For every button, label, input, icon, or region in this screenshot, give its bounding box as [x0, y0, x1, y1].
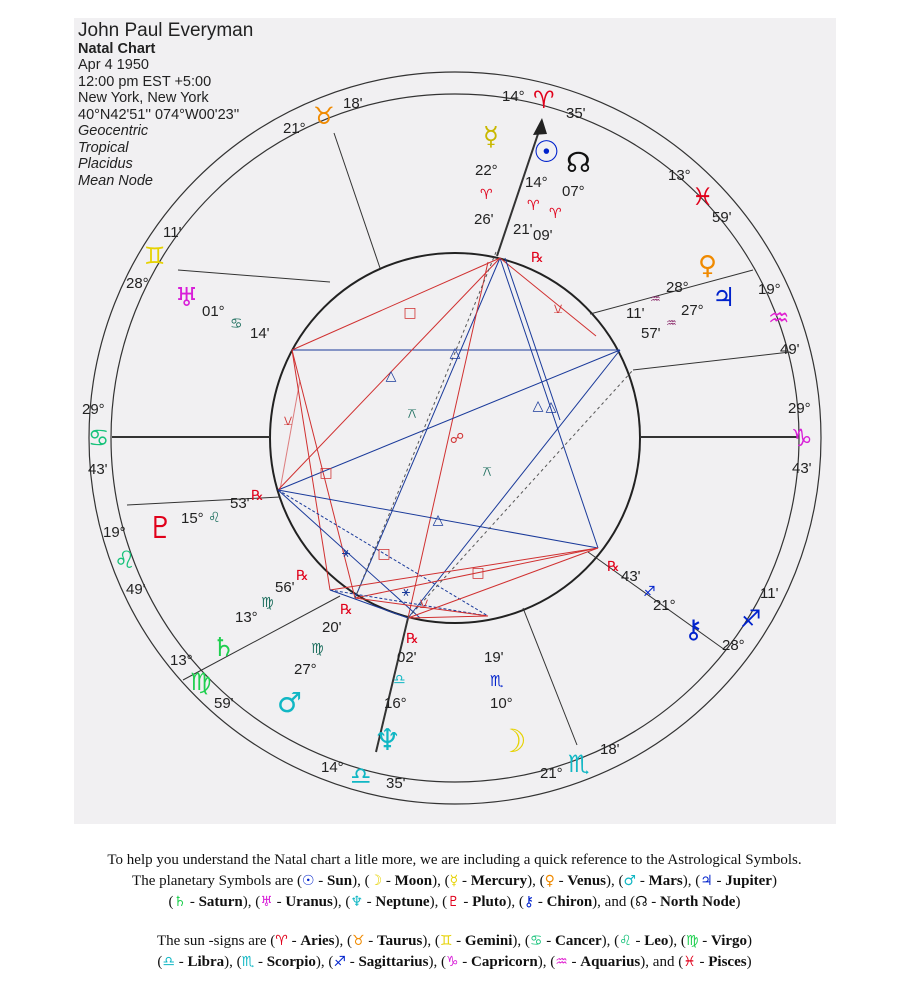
pluto-sign: ♌	[208, 510, 221, 526]
legend-item-pluto: (♇ - Pluto)	[442, 894, 512, 910]
cusp-min: 28°	[722, 637, 745, 654]
chiron-deg: 21°	[653, 597, 676, 614]
uranus-deg: 01°	[202, 303, 225, 320]
legend-item-gemini: (♊ - Gemini)	[434, 933, 518, 949]
sun-deg: 14°	[525, 174, 548, 191]
uranus-icon: ♅	[260, 894, 273, 910]
moon-deg: 10°	[490, 695, 513, 712]
cancer-icon: ♋	[529, 933, 543, 949]
setting-zodiac-view: Geocentric	[78, 123, 149, 139]
legend-item-sun: (☉ - Sun)	[296, 873, 358, 889]
legend-item-moon: (☽ - Moon)	[364, 873, 438, 889]
mercury-min: 26'	[474, 211, 494, 228]
aspect-quincunx-glyph: ⚻	[482, 464, 492, 480]
north-node-sign: ♈	[549, 206, 562, 222]
retrograde-icon: ℞	[296, 568, 309, 584]
chart-info	[78, 20, 253, 189]
legend-item-virgo: (♍ - Virgo)	[680, 933, 753, 949]
cusp-deg: 11'	[760, 585, 779, 602]
saturn-icon: ♄	[212, 633, 236, 663]
venus-icon: ♀	[698, 251, 718, 281]
neptune-min: 02'	[397, 649, 417, 666]
retrograde-icon: ℞	[251, 488, 264, 504]
aspect-semisextile-glyph: ⚺	[553, 301, 563, 317]
legend-item-aquarius: (♒ - Aquarius)	[550, 954, 646, 970]
aspect-semisextile-glyph: ⚺	[419, 596, 429, 612]
cusp-sign-icon: ♏	[568, 750, 590, 778]
aspect-trine-glyph: △	[545, 399, 557, 415]
neptune-sign: ♎	[393, 672, 406, 688]
setting-zodiac: Tropical	[78, 139, 129, 156]
symbol-legend	[0, 850, 909, 973]
cusp-line	[633, 352, 790, 370]
cusp-sign-icon: ♍	[190, 668, 212, 696]
birth-time: 12:00 pm EST +5:00	[78, 73, 212, 90]
neptune-icon: ♆	[374, 723, 401, 758]
cusp-deg: 21°	[283, 120, 306, 137]
cusp-deg: 13°	[668, 167, 691, 184]
legend-item-chiron: (⚷ - Chiron)	[518, 894, 598, 910]
cusp-sign-icon: ♒	[768, 304, 790, 332]
mc-arrow	[533, 118, 547, 135]
aspect-line	[355, 252, 496, 598]
aspect-line	[408, 370, 633, 618]
taurus-icon: ♉	[351, 933, 365, 949]
cusp-deg: 29°	[788, 400, 811, 417]
jupiter-min: 57'	[641, 325, 661, 342]
cusp-deg: 11'	[163, 224, 182, 241]
cusp-min: 43'	[88, 461, 108, 478]
gemini-icon: ♊	[439, 933, 453, 949]
aspect-trine-glyph: △	[385, 368, 397, 384]
uranus-min: 14'	[250, 325, 270, 342]
aspect-sextile-glyph: ⚹	[401, 584, 411, 600]
jupiter-icon: ♃	[712, 283, 736, 313]
aspect-line	[280, 380, 300, 490]
north-node-min: 09'	[533, 227, 553, 244]
legend-item-mercury: (☿ - Mercury)	[444, 873, 533, 889]
sagittarius-icon: ♐	[333, 954, 346, 970]
legend-signs-line2: (♎ - Libra), (♏ - Scorpio), (♐ - Sagittarius), (♑ - Capricorn), (♒ - Aquarius), and (♓ - Pisces)	[157, 954, 752, 970]
retrograde-icon: ℞	[406, 631, 419, 647]
aquarius-icon: ♒	[555, 954, 568, 970]
capricorn-icon: ♑	[445, 954, 459, 970]
mars-min: 20'	[322, 619, 342, 636]
retrograde-icon: ℞	[607, 559, 620, 575]
aspect-line	[408, 350, 620, 618]
cusp-sign-icon: ♎	[350, 762, 372, 790]
retrograde-icon: ℞	[340, 602, 353, 618]
chart-type: Natal Chart	[78, 41, 156, 57]
mercury-icon: ☿	[449, 873, 459, 889]
legend-intro: To help you understand the Natal chart a litle more, we are including a quick reference to the Astrological Symbols.	[107, 852, 802, 868]
birth-date: Apr 4 1950	[78, 57, 149, 73]
cusp-min: 35'	[566, 105, 586, 122]
venus-deg: 28°	[666, 279, 689, 296]
legend-item-libra: (♎ - Libra)	[157, 954, 230, 970]
pisces-icon: ♓	[683, 954, 696, 970]
cusp-deg: 21°	[540, 765, 563, 782]
moon-sign: ♏	[490, 672, 504, 690]
legend-item-leo: (♌ - Leo)	[614, 933, 674, 949]
legend-item-saturn: (♄ - Saturn)	[168, 894, 248, 910]
north-node-icon: ☊	[635, 894, 648, 910]
north-node-deg: 07°	[562, 183, 585, 200]
legend-signs-line1: The sun -signs are (♈ - Aries), (♉ - Taurus), (♊ - Gemini), (♋ - Cancer), (♌ - Leo), (♍ - Virgo)	[156, 933, 753, 949]
cusp-deg: 14°	[502, 88, 525, 105]
cusp-line	[178, 270, 330, 282]
chiron-min: 43'	[621, 568, 641, 585]
cusp-min: 59'	[712, 209, 732, 226]
cusp-min: 59'	[214, 695, 234, 712]
pluto-icon: ♇	[447, 894, 460, 910]
cusp-deg: 14°	[321, 759, 344, 776]
aspect-square-glyph: □	[471, 565, 485, 581]
aspect-line	[330, 548, 598, 590]
cusp-min: 18'	[343, 95, 363, 112]
person-name: John Paul Everyman	[78, 20, 254, 41]
venus-icon: ♀	[544, 873, 555, 889]
sun-icon: ☉	[533, 135, 560, 170]
sun-sign: ♈	[527, 198, 540, 214]
aspect-line	[408, 616, 488, 618]
cusp-sign-icon: ♉	[313, 102, 335, 130]
legend-item-taurus: (♉ - Taurus)	[346, 933, 428, 949]
mars-icon: ♂	[623, 873, 637, 889]
cusp-sign-icon: ♓	[692, 183, 714, 211]
mars-deg: 27°	[294, 661, 317, 678]
pluto-deg: 15°	[181, 510, 204, 527]
cusp-deg: 29°	[82, 401, 105, 418]
cusp-sign-icon: ♈	[533, 86, 555, 114]
aspect-line	[505, 258, 563, 420]
legend-planets-line1: The planetary Symbols are (☉ - Sun), (☽ - Moon), (☿ - Mercury), (♀ - Venus), (♂ - Mars), (♃ - Jupiter)	[132, 873, 777, 889]
setting-house-system: Placidus	[78, 156, 133, 172]
saturn-sign: ♍	[261, 595, 274, 611]
jupiter-deg: 27°	[681, 302, 704, 319]
legend-item-uranus: (♅ - Uranus)	[255, 894, 338, 910]
cusp-deg: 13°	[170, 652, 193, 669]
cusp-deg: 19°	[103, 524, 126, 541]
cusp-min: 49'	[126, 581, 146, 598]
chiron-icon: ⚷	[523, 894, 535, 910]
saturn-min: 56'	[275, 579, 295, 596]
cusp-line	[334, 133, 380, 268]
chiron-sign: ♐	[643, 584, 656, 600]
jupiter-icon: ♃	[700, 873, 713, 889]
cusp-sign-icon: ♐	[740, 605, 762, 633]
cusp-sign-icon: ♊	[144, 242, 166, 270]
moon-icon: ☽	[369, 873, 383, 889]
aspect-opposition-glyph: ☍	[449, 431, 465, 447]
moon-min: 19'	[484, 649, 504, 666]
mars-icon: ♂	[277, 686, 303, 719]
legend-item-aries: (♈ - Aries)	[270, 933, 340, 949]
legend-item-neptune: (♆ - Neptune)	[345, 894, 435, 910]
aries-icon: ♈	[275, 933, 288, 949]
legend-item-jupiter: (♃ - Jupiter)	[695, 873, 777, 889]
leo-icon: ♌	[619, 933, 632, 949]
aspect-square-glyph: □	[377, 546, 391, 562]
jupiter-sign: ♒	[666, 316, 677, 330]
aspect-square-glyph: □	[403, 305, 417, 321]
cusp-min: 18'	[600, 741, 620, 758]
legend-item-north-node: (☊ - North Node)	[630, 894, 741, 910]
saturn-deg: 13°	[235, 609, 258, 626]
scorpio-icon: ♏	[241, 954, 255, 970]
cusp-min: 49'	[780, 341, 800, 358]
uranus-icon: ♅	[175, 283, 199, 313]
legend-item-cancer: (♋ - Cancer)	[524, 933, 607, 949]
chiron-icon: ⚷	[684, 615, 704, 645]
mercury-deg: 22°	[475, 162, 498, 179]
aspect-trine-glyph: △	[432, 512, 444, 528]
legend-item-mars: (♂ - Mars)	[618, 873, 688, 889]
legend-planets-line2: (♄ - Saturn), (♅ - Uranus), (♆ - Neptune), (♇ - Pluto), (⚷ - Chiron), and (☊ - North Node)	[168, 894, 741, 910]
legend-item-pisces: (♓ - Pisces)	[678, 954, 752, 970]
aspect-semisextile-glyph: ⚺	[283, 413, 293, 429]
cusp-sign-icon: ♑	[791, 424, 813, 452]
neptune-deg: 16°	[384, 695, 407, 712]
virgo-icon: ♍	[685, 933, 699, 949]
birth-coords: 40°N42'51'' 074°W00'23''	[78, 106, 240, 123]
cusp-min: 28°	[126, 275, 149, 292]
setting-node: Mean Node	[78, 172, 153, 189]
cusp-min: 43'	[792, 460, 812, 477]
moon-icon: ☽	[498, 722, 527, 760]
venus-sign: ♒	[650, 292, 661, 306]
cusp-sign-icon: ♌	[114, 546, 136, 574]
mercury-icon: ☿	[483, 122, 499, 152]
saturn-icon: ♄	[173, 894, 187, 910]
sun-icon: ☉	[301, 873, 315, 889]
birth-place: New York, New York	[78, 90, 209, 106]
cusp-deg: 19°	[758, 281, 781, 298]
aspect-trine-glyph: △	[532, 398, 544, 414]
retrograde-icon: ℞	[531, 250, 544, 266]
legend-item-sagittarius: (♐ - Sagittarius)	[328, 954, 434, 970]
libra-icon: ♎	[162, 954, 175, 970]
mercury-sign: ♈	[480, 187, 493, 203]
pluto-min: 53'	[230, 495, 250, 512]
aspect-line	[500, 258, 596, 336]
legend-item-venus: (♀ - Venus)	[539, 873, 612, 889]
mars-sign: ♍	[311, 641, 324, 657]
north-node-icon: ☊	[566, 146, 591, 179]
aspect-line	[292, 258, 500, 350]
neptune-icon: ♆	[350, 894, 363, 910]
aspect-sextile-glyph: ⚹	[341, 545, 351, 561]
cusp-min: 35'	[386, 775, 406, 792]
legend-item-capricorn: (♑ - Capricorn)	[440, 954, 543, 970]
aspect-quincunx-glyph: ⚻	[407, 406, 417, 422]
aspect-trine-glyph: △	[449, 345, 461, 361]
aspect-square-glyph: □	[319, 465, 333, 481]
pluto-icon: ♇	[147, 511, 174, 546]
cusp-sign-icon: ♋	[88, 424, 110, 452]
sun-min: 21'	[513, 221, 533, 238]
cusp-line	[523, 608, 577, 745]
venus-min: 11'	[626, 305, 645, 322]
legend-item-scorpio: (♏ - Scorpio)	[236, 954, 321, 970]
uranus-sign: ♋	[230, 316, 243, 332]
